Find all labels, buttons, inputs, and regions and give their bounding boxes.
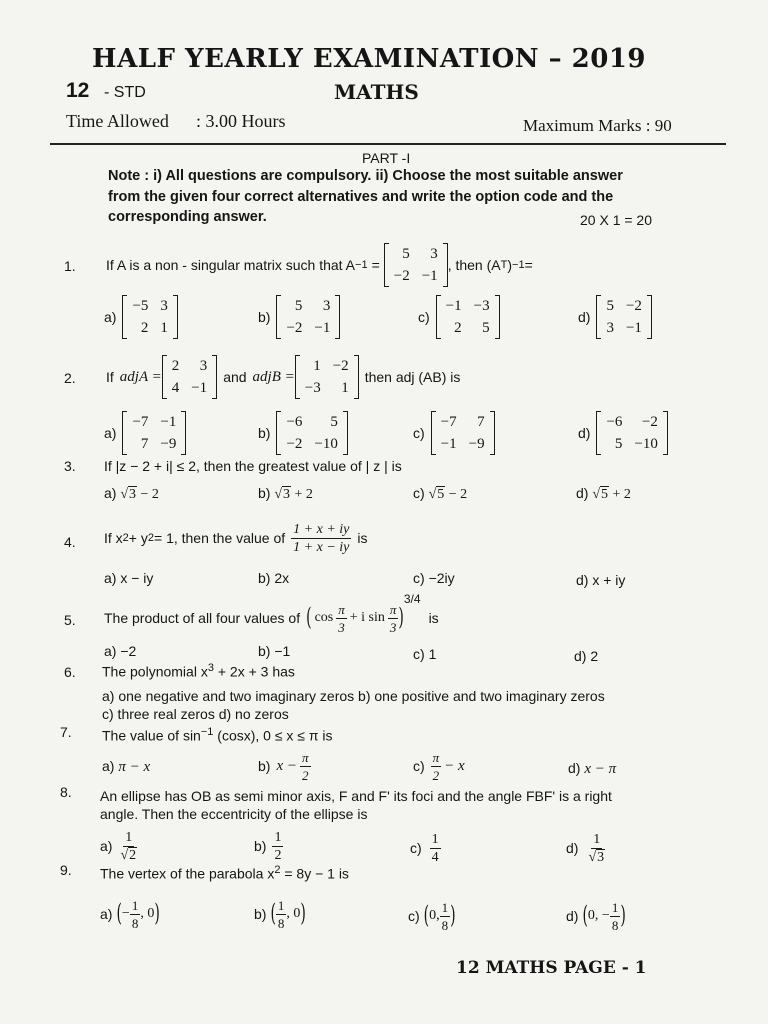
- matrix-entry: −1: [191, 380, 208, 396]
- q4-option-c: c) −2iy: [413, 570, 455, 586]
- matrix-entry: −9: [160, 436, 177, 452]
- matrix-entry: −5: [132, 298, 149, 314]
- q4-number: 4.: [64, 534, 76, 550]
- q9-stem: The vertex of the parabola $x^2 = 8y - 1$ is: [100, 864, 349, 882]
- q2-stem: If adjA = 2 3 4 −1 and adjB = 1 −2 −3 1 then adj (AB) is: [106, 354, 460, 400]
- q4-option-b: b) 2x: [258, 570, 290, 586]
- q3-number: 3.: [64, 458, 76, 474]
- matrix-entry: −2: [286, 436, 303, 452]
- matrix-entry: 1: [341, 380, 349, 396]
- matrix-entry: 5: [614, 436, 623, 452]
- q3-option-c: c) √5 − 2: [413, 485, 468, 502]
- matrix-entry: −2: [393, 268, 410, 284]
- note-line-3: corresponding answer.: [108, 209, 267, 225]
- time-allowed-value: : 3.00 Hours: [196, 111, 286, 131]
- note-score: 20 X 1 = 20: [580, 212, 653, 228]
- matrix-entry: −1: [421, 268, 438, 284]
- matrix-entry: −1: [625, 320, 642, 336]
- q2-matrix-b: [295, 355, 359, 399]
- matrix-entry: 3: [430, 246, 438, 262]
- q8-option-d: d) 1 √3: [566, 831, 605, 865]
- matrix-entry: 1: [160, 320, 168, 336]
- matrix-entry: 7: [140, 436, 149, 452]
- matrix-entry: −2: [641, 414, 658, 430]
- q3-option-a: a) √3 − 2: [104, 485, 159, 502]
- matrix-entry: 3: [322, 298, 331, 314]
- q1-sup: −1: [355, 259, 368, 271]
- q7-option-c: c) π 2 − x: [413, 749, 465, 783]
- matrix-entry: 2: [171, 358, 180, 374]
- max-marks: Maximum Marks : 90: [523, 116, 672, 135]
- q5-number: 5.: [64, 612, 76, 628]
- q2-option-d: d) −6 −2 5 −10: [578, 410, 668, 456]
- q9-number: 9.: [60, 862, 72, 878]
- matrix-entry: 3: [199, 358, 208, 374]
- q9-option-d: d) ( 0, − $\frac{1}{8}$ ): [566, 899, 626, 933]
- q5-option-a: a) −2: [104, 643, 137, 659]
- q4-option-a: a) x − iy: [104, 570, 154, 586]
- q2-number: 2.: [64, 370, 76, 386]
- matrix-entry: 2: [140, 320, 149, 336]
- matrix-entry: 5: [482, 320, 490, 336]
- note-line-2: from the given four correct alternatives and write the option code and the: [108, 189, 614, 205]
- matrix-entry: −9: [468, 436, 485, 452]
- matrix-entry: −10: [314, 436, 338, 452]
- matrix-entry: −10: [634, 436, 658, 452]
- q1-option-a: a) −5 3 2 1: [104, 294, 178, 340]
- matrix-entry: −2: [332, 358, 349, 374]
- q9-option-c: c) ( 0, 1 8 ): [408, 899, 456, 933]
- q6-number: 6.: [64, 664, 76, 680]
- q3-option-b: b) √3 + 2: [258, 485, 313, 502]
- q8-line-2: angle. Then the eccentricity of the ellipse is: [100, 806, 368, 822]
- note-line-1: Note : i) All questions are compulsory. ii) Choose the most suitable answer: [108, 168, 623, 184]
- matrix-entry: 5: [402, 246, 410, 262]
- matrix-entry: −3: [473, 298, 490, 314]
- matrix-entry: 5: [330, 414, 338, 430]
- q1-option-c: c) −1 −3 2 5: [418, 294, 500, 340]
- q1-tail: , then (A: [447, 257, 501, 273]
- time-allowed-label: Time Allowed: [66, 111, 169, 131]
- matrix-entry: −1: [440, 436, 457, 452]
- q5-stem: The product of all four values of ( cos π 3 + i sin π 3 ) 3/4 is: [104, 592, 439, 635]
- q1-option-b: b) 5 3 −2 −1: [258, 294, 340, 340]
- matrix-entry: −3: [304, 380, 321, 396]
- q5-option-c: c) 1: [413, 646, 437, 662]
- q6-options-line-1: a) one negative and two imaginary zeros b) one positive and two imaginary zeros: [102, 688, 605, 704]
- q8-option-c: c) 1 4: [410, 831, 439, 865]
- matrix-entry: 5: [294, 298, 303, 314]
- matrix-entry: 2: [454, 320, 462, 336]
- q7-option-a: a) π − x: [102, 758, 151, 775]
- matrix-entry: −2: [286, 320, 303, 336]
- q2-option-a: a) −7 −1 7 −9: [104, 410, 186, 456]
- q1-stem: If A is a non - singular matrix such that A −1 = 5 3 −2 −1 , then (A T ) −1 =: [106, 242, 533, 288]
- q8-option-b: b) 1 2: [254, 829, 282, 863]
- matrix-entry: 7: [477, 414, 485, 430]
- q6-options-line-2: c) three real zeros d) no zeros: [102, 706, 289, 722]
- matrix-entry: 4: [171, 380, 180, 396]
- matrix-entry: −2: [625, 298, 642, 314]
- matrix-entry: −7: [132, 414, 149, 430]
- q7-option-b: b) x − $\frac{\pi}{2}$: [258, 749, 309, 783]
- subject-title: MATHS: [334, 80, 419, 104]
- q1-option-d: d) 5 −2 3 −1: [578, 294, 652, 340]
- q1-text: If A is a non - singular matrix such that A: [106, 257, 356, 273]
- matrix-entry: −1: [314, 320, 331, 336]
- std-label: - STD: [104, 84, 146, 101]
- page-footer: 12 MATHS PAGE - 1: [456, 958, 647, 978]
- q7-option-d: d) x − π: [568, 760, 617, 777]
- q6-stem: The polynomial $x^3 + 2x + 3$ has: [102, 662, 295, 680]
- std-number: 12: [66, 79, 90, 102]
- matrix-entry: 3: [606, 320, 614, 336]
- q4-fraction: 1 + x + iy 1 + x − iy: [293, 521, 350, 555]
- q3-stem: If |z − 2 + i| ≤ 2, then the greatest value of | z | is: [104, 458, 402, 474]
- q5-option-b: b) −1: [258, 643, 291, 659]
- q2-option-c: c) −7 7 −1 −9: [413, 410, 495, 456]
- q9-option-b: b) ( 1 8 , 0 ): [254, 897, 306, 931]
- q9-option-a: a) ( − $\frac{1}{8}$ , 0 ): [100, 897, 160, 931]
- q7-stem: The value of $\sin^{-1} (\cos x)$, 0 ≤ x ≤ π is: [102, 726, 333, 744]
- q8-option-a: a) 1 √2: [100, 829, 137, 863]
- matrix-entry: 1: [313, 358, 321, 374]
- q5-option-d: d) 2: [574, 648, 599, 664]
- q8-line-1: An ellipse has OB as semi minor axis, F and F' its foci and the angle FBF' is a right: [100, 788, 612, 804]
- header-rule: [50, 143, 726, 145]
- q1-eq: =: [371, 257, 380, 273]
- matrix-entry: −1: [160, 414, 177, 430]
- q1-matrix: [384, 243, 448, 287]
- matrix-entry: −1: [445, 298, 462, 314]
- matrix-entry: 5: [606, 298, 614, 314]
- q2-matrix-a: [162, 355, 217, 399]
- matrix-entry: −7: [440, 414, 457, 430]
- exam-title: HALF YEARLY EXAMINATION – 2019: [92, 44, 647, 74]
- matrix-entry: −6: [606, 414, 623, 430]
- q2-option-b: b) −6 5 −2 −10: [258, 410, 348, 456]
- part-title: PART -I: [362, 150, 411, 166]
- matrix-entry: −6: [286, 414, 303, 430]
- q3-option-d: d) √5 + 2: [576, 485, 631, 502]
- q4-option-d: d) x + iy: [576, 572, 626, 588]
- q4-stem: If x 2 + y 2 = 1, then the value of 1 + x + iy 1 + x − iy is: [104, 521, 368, 555]
- q8-number: 8.: [60, 784, 72, 800]
- q7-number: 7.: [60, 724, 72, 740]
- matrix-entry: 3: [160, 298, 168, 314]
- q1-number: 1.: [64, 258, 76, 274]
